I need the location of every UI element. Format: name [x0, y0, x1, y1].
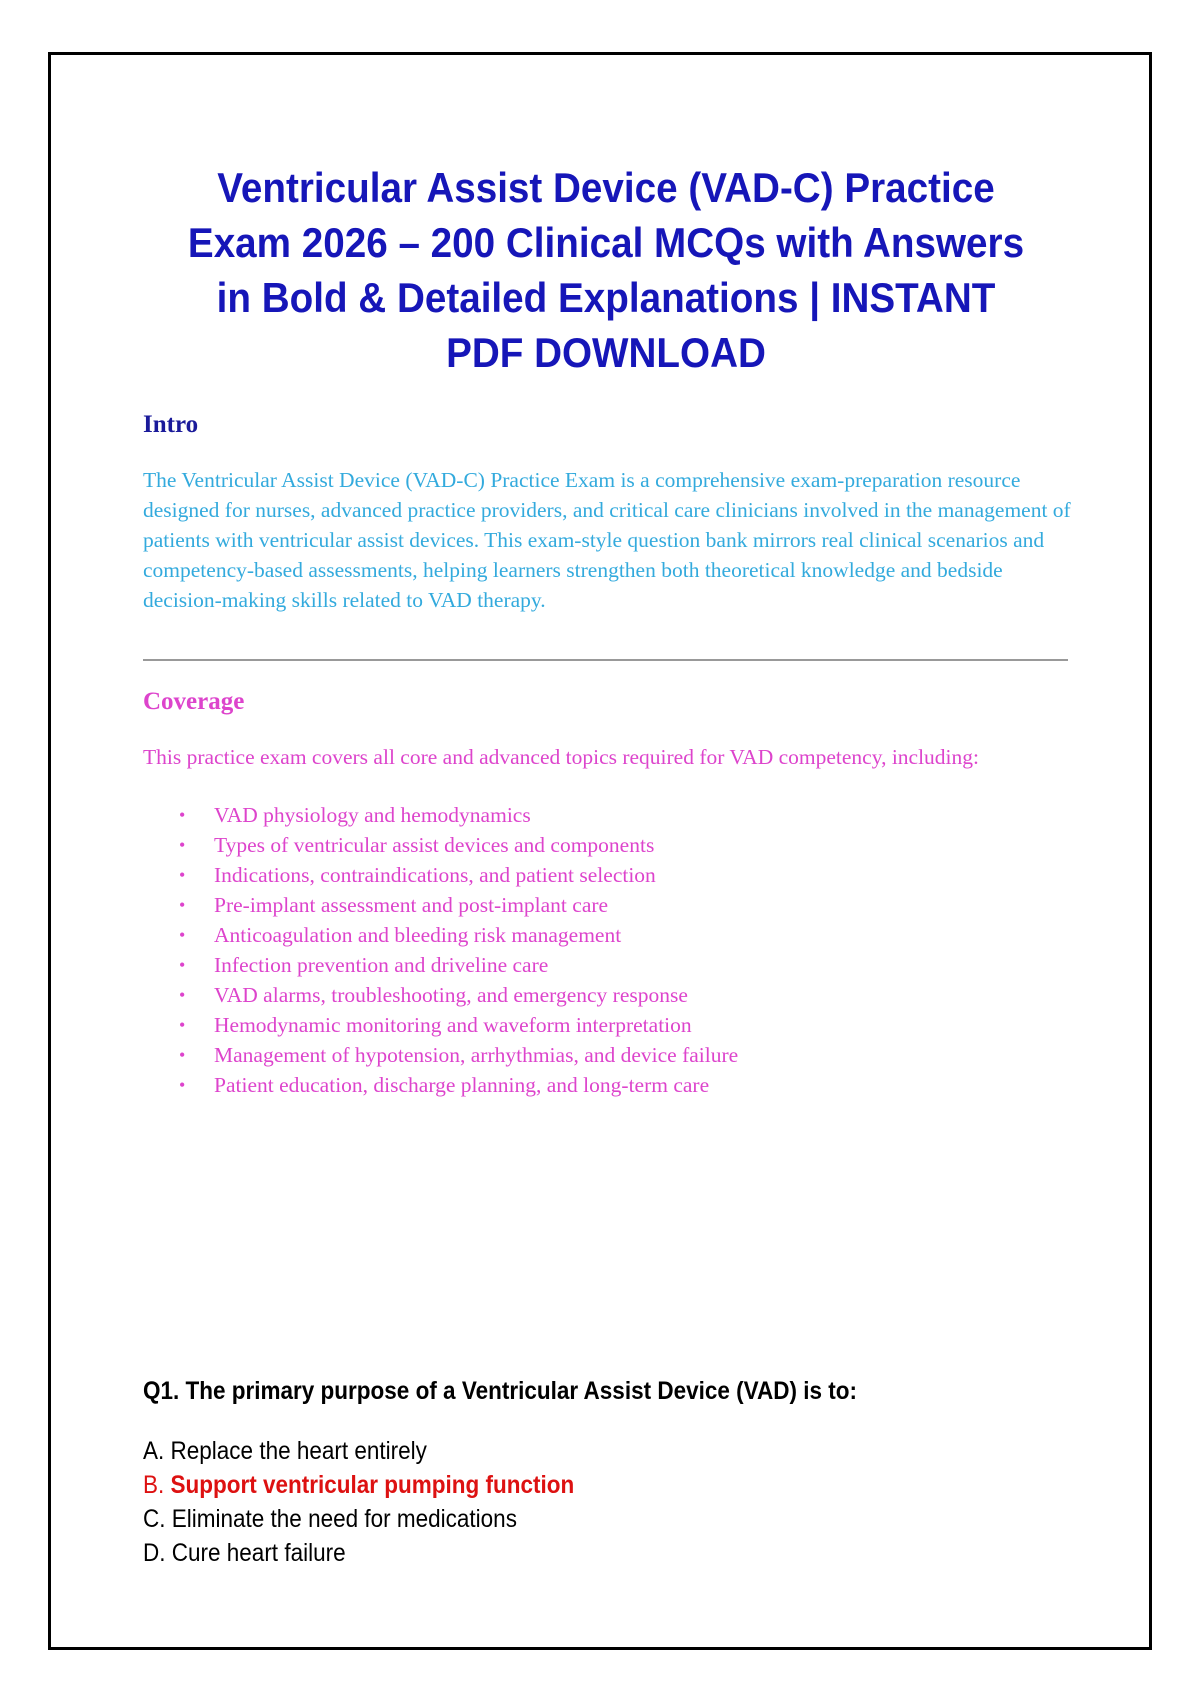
intro-heading: Intro	[143, 411, 199, 438]
answer-option-b-correct	[143, 1468, 989, 1502]
bullet-icon: •	[179, 895, 186, 915]
option-text: Replace the heart entirely	[170, 1437, 427, 1465]
page-frame	[48, 52, 1152, 1650]
coverage-item-text: Pre-implant assessment and post-implant care	[214, 893, 609, 917]
bullet-icon: •	[179, 1075, 186, 1095]
answer-option-c	[143, 1502, 989, 1536]
intro-section	[143, 410, 1083, 615]
coverage-item	[179, 830, 1083, 860]
coverage-text: This practice exam covers all core and advanced topics required for VAD competency, including:	[143, 745, 980, 769]
coverage-item	[179, 980, 1083, 1010]
coverage-item-text: Types of ventricular assist devices and components	[214, 833, 655, 857]
coverage-heading: Coverage	[143, 688, 245, 715]
bullet-icon: •	[179, 805, 186, 825]
coverage-item-text: VAD alarms, troubleshooting, and emergency response	[214, 983, 688, 1007]
coverage-item	[179, 800, 1083, 830]
answer-options	[143, 1434, 1083, 1570]
coverage-section	[143, 687, 1083, 1100]
section-divider	[143, 659, 1068, 661]
bullet-icon: •	[179, 955, 186, 975]
bullet-icon: •	[179, 985, 186, 1005]
coverage-item	[179, 890, 1083, 920]
coverage-list	[143, 800, 1083, 1100]
bullet-icon: •	[179, 1045, 186, 1065]
main-content	[143, 410, 1083, 1100]
option-letter: A.	[143, 1437, 165, 1465]
question-text: Q1. The primary purpose of a Ventricular Assist Device (VAD) is to:	[143, 1377, 857, 1405]
coverage-item	[179, 1010, 1083, 1040]
coverage-item	[179, 920, 1083, 950]
coverage-item-text: Hemodynamic monitoring and waveform interpretation	[214, 1013, 692, 1037]
option-text: Support ventricular pumping function	[170, 1471, 575, 1499]
option-letter: B.	[143, 1471, 165, 1499]
option-letter: D.	[143, 1539, 166, 1567]
coverage-item-text: Indications, contraindications, and patient selection	[214, 863, 656, 887]
coverage-item-text: Patient education, discharge planning, and long-term care	[214, 1073, 710, 1097]
answer-option-a	[143, 1434, 989, 1468]
coverage-item-text: VAD physiology and hemodynamics	[214, 803, 531, 827]
question-section	[143, 1375, 1083, 1570]
bullet-icon: •	[179, 865, 186, 885]
coverage-item-text: Management of hypotension, arrhythmias, and device failure	[214, 1043, 739, 1067]
option-text: Eliminate the need for medications	[171, 1505, 517, 1533]
bullet-icon: •	[179, 925, 186, 945]
bullet-icon: •	[179, 1015, 186, 1035]
coverage-item	[179, 860, 1083, 890]
option-letter: C.	[143, 1505, 166, 1533]
option-text: Cure heart failure	[171, 1539, 346, 1567]
answer-option-d	[143, 1536, 989, 1570]
coverage-item	[179, 1070, 1083, 1100]
coverage-item	[179, 1040, 1083, 1070]
coverage-item-text: Infection prevention and driveline care	[214, 953, 549, 977]
intro-text: The Ventricular Assist Device (VAD-C) Practice Exam is a comprehensive exam-preparation resource designed for nurses, advanced practice providers, and critical care clinicians involved in the management of patients with ventricular assist devices. This exam-style question bank mirrors real clinical scenarios and competency-based assessments, helping learners strengthen both theoretical knowledge and bedside decision-making skills related to VAD therapy.	[143, 468, 1071, 612]
coverage-item-text: Anticoagulation and bleeding risk management	[214, 923, 622, 947]
bullet-icon: •	[179, 835, 186, 855]
document-title: Ventricular Assist Device (VAD-C) Practice Exam 2026 – 200 Clinical MCQs with Answers in Bold & Detailed Explanations | INSTANT PDF DOWNLOAD	[187, 164, 1025, 376]
coverage-item	[179, 950, 1083, 980]
